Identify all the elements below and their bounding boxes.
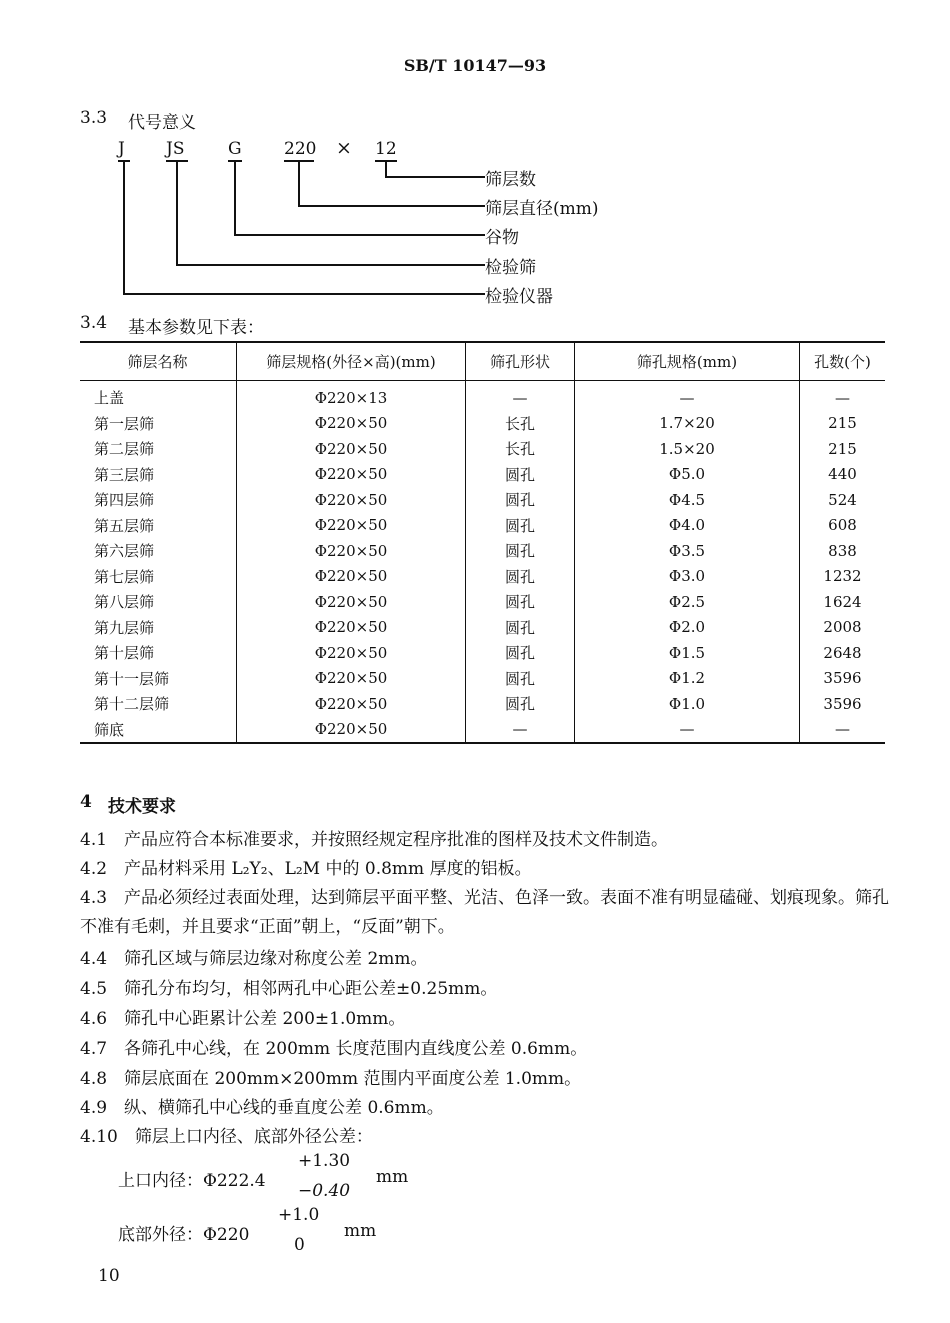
page-number: 10 [98, 1266, 120, 1286]
cell-layer-spec: Φ220×50 [237, 666, 466, 692]
cell-layer-name: 第十二层筛 [94, 695, 170, 714]
cell-hole-spec: Φ4.5 [575, 487, 800, 513]
cell-layer-spec: Φ220×50 [237, 615, 466, 641]
section-3-4-title: 基本参数见下表： [128, 318, 264, 338]
cell-hole-spec: 1.5×20 [575, 436, 800, 462]
code-part-instrument: J [118, 139, 125, 159]
cell-hole-count: 2008 [800, 615, 886, 641]
cell-layer-name: 筛底 [80, 717, 237, 744]
req-4-3: 4.3 产品必须经过表面处理，达到筛层平面平整、光洁、色泽一致。表面不准有明显磕碰、划痕现象。筛孔不准有毛刺，并且要求“正面”朝上，“反面”朝下。 [80, 888, 890, 937]
upper-plus-tolerance: +1.30 [298, 1151, 351, 1171]
parameter-table [80, 342, 885, 744]
cell-hole-spec: Φ1.5 [575, 640, 800, 666]
table-row [80, 666, 885, 692]
cell-layer-name: 第三层筛 [94, 465, 155, 484]
cell-hole-spec: Φ2.0 [575, 615, 800, 641]
cell-layer-name: 第二层筛 [94, 440, 155, 459]
cell-layer-name: 第五层筛 [94, 516, 155, 535]
table-row [80, 640, 885, 666]
cell-hole-count: 1624 [800, 589, 886, 615]
req-4-7: 4.7 各筛孔中心线，在 200mm 长度范围内直线度公差 0.6mm。 [80, 1039, 588, 1059]
cell-hole-shape: 圆孔 [466, 666, 575, 692]
label-grain: 谷物 [485, 228, 519, 248]
req-4-1: 4.1 产品应符合本标准要求，并按照经规定程序批准的图样及技术文件制造。 [80, 830, 669, 850]
cell-hole-shape: 圆孔 [466, 615, 575, 641]
section-3-3-title: 代号意义 [128, 113, 196, 133]
cell-hole-shape: 圆孔 [466, 538, 575, 564]
table-row [80, 589, 885, 615]
upper-inner-diameter-label: 上口内径：Φ222.4 [118, 1171, 266, 1191]
cell-hole-shape: 圆孔 [466, 487, 575, 513]
cell-hole-spec: Φ1.2 [575, 666, 800, 692]
cell-layer-spec: Φ220×50 [237, 513, 466, 539]
table-row [80, 564, 885, 590]
cell-hole-count: 838 [800, 538, 886, 564]
code-part-grain: G [228, 139, 242, 159]
cell-hole-spec: — [575, 381, 800, 411]
cell-layer-spec: Φ220×50 [237, 589, 466, 615]
cell-hole-shape: 圆孔 [466, 691, 575, 717]
cell-hole-shape: 圆孔 [466, 462, 575, 488]
cell-layer-spec: Φ220×50 [237, 538, 466, 564]
cell-layer-name: 第一层筛 [94, 414, 155, 433]
cell-layer-spec: Φ220×50 [237, 640, 466, 666]
cell-hole-count: 215 [800, 411, 886, 437]
section-3-3-number: 3.3 [80, 108, 108, 128]
section-4-title: 技术要求 [108, 797, 176, 817]
table-row [80, 691, 885, 717]
cell-layer-name: 第十一层筛 [94, 669, 170, 688]
cell-hole-shape: — [466, 381, 575, 411]
cell-hole-count: 2648 [800, 640, 886, 666]
req-4-4: 4.4 筛孔区域与筛层边缘对称度公差 2mm。 [80, 949, 428, 969]
cell-hole-spec: Φ3.0 [575, 564, 800, 590]
cell-layer-spec: Φ220×50 [237, 717, 466, 744]
table-row [80, 615, 885, 641]
code-times-sign: × [336, 137, 352, 159]
cell-layer-name: 第九层筛 [94, 618, 155, 637]
table-header-row [80, 342, 885, 381]
section-4-number: 4 [80, 792, 92, 812]
cell-hole-count: 440 [800, 462, 886, 488]
req-4-5: 4.5 筛孔分布均匀，相邻两孔中心距公差±0.25mm。 [80, 979, 498, 999]
cell-layer-name: 第八层筛 [94, 593, 155, 612]
cell-layer-name: 第七层筛 [94, 567, 155, 586]
cell-hole-spec: Φ2.5 [575, 589, 800, 615]
upper-unit: mm [376, 1167, 409, 1187]
table-row [80, 538, 885, 564]
code-part-diameter: 220 [284, 139, 317, 159]
cell-hole-shape: 圆孔 [466, 513, 575, 539]
col-header-layer-name: 筛层名称 [80, 342, 237, 381]
cell-hole-count: — [800, 381, 886, 411]
cell-layer-name: 第十层筛 [94, 644, 155, 663]
cell-hole-shape: 长孔 [466, 436, 575, 462]
section-3-4-number: 3.4 [80, 313, 108, 333]
code-part-layers: 12 [375, 139, 397, 159]
cell-layer-spec: Φ220×50 [237, 462, 466, 488]
label-layer-count: 筛层数 [485, 170, 536, 190]
standard-number: SB/T 10147—93 [403, 56, 547, 75]
cell-layer-name: 上盖 [94, 389, 125, 408]
cell-hole-count: 608 [800, 513, 886, 539]
cell-hole-count: 1232 [800, 564, 886, 590]
lower-plus-tolerance: +1.0 [278, 1205, 320, 1225]
col-header-hole-count: 孔数(个) [800, 342, 886, 381]
lower-minus-tolerance: 0 [294, 1235, 305, 1255]
cell-layer-name: 第六层筛 [94, 542, 155, 561]
upper-minus-tolerance: −0.40 [298, 1181, 351, 1201]
cell-hole-shape: — [466, 717, 575, 744]
cell-layer-name: 第四层筛 [94, 491, 155, 510]
table-row [80, 513, 885, 539]
cell-hole-spec: Φ3.5 [575, 538, 800, 564]
lower-outer-diameter-label: 底部外径：Φ220 [118, 1225, 250, 1245]
cell-hole-spec: Φ4.0 [575, 513, 800, 539]
table-row [80, 487, 885, 513]
req-4-8: 4.8 筛层底面在 200mm×200mm 范围内平面度公差 1.0mm。 [80, 1069, 582, 1089]
col-header-hole-shape: 筛孔形状 [466, 342, 575, 381]
req-4-10: 4.10 筛层上口内径、底部外径公差： [80, 1127, 373, 1147]
cell-layer-spec: Φ220×13 [237, 381, 466, 411]
cell-hole-shape: 圆孔 [466, 640, 575, 666]
cell-hole-spec: — [575, 717, 800, 744]
req-4-2: 4.2 产品材料采用 L₂Y₂、L₂M 中的 0.8mm 厚度的铝板。 [80, 859, 532, 879]
req-4-9: 4.9 纵、横筛孔中心线的垂直度公差 0.6mm。 [80, 1098, 444, 1118]
cell-layer-spec: Φ220×50 [237, 564, 466, 590]
label-test-sieve: 检验筛 [485, 258, 536, 278]
lower-unit: mm [344, 1221, 377, 1241]
cell-hole-spec: Φ1.0 [575, 691, 800, 717]
cell-layer-spec: Φ220×50 [237, 487, 466, 513]
label-test-instrument: 检验仪器 [485, 287, 553, 307]
col-header-hole-spec: 筛孔规格(mm) [575, 342, 800, 381]
cell-hole-shape: 圆孔 [466, 589, 575, 615]
cell-hole-spec: 1.7×20 [575, 411, 800, 437]
cell-hole-shape: 圆孔 [466, 564, 575, 590]
cell-hole-count: 524 [800, 487, 886, 513]
table-row [80, 411, 885, 437]
table-row [80, 462, 885, 488]
table-row [80, 381, 885, 411]
cell-hole-count: 3596 [800, 691, 886, 717]
cell-hole-count: 3596 [800, 666, 886, 692]
table-row [80, 717, 885, 744]
table-row [80, 436, 885, 462]
col-header-layer-spec: 筛层规格(外径×高)(mm) [237, 342, 466, 381]
cell-hole-shape: 长孔 [466, 411, 575, 437]
cell-layer-spec: Φ220×50 [237, 436, 466, 462]
code-part-sieve: JS [166, 139, 185, 159]
cell-layer-spec: Φ220×50 [237, 411, 466, 437]
cell-layer-spec: Φ220×50 [237, 691, 466, 717]
label-layer-diameter: 筛层直径(mm) [485, 199, 599, 219]
req-4-6: 4.6 筛孔中心距累计公差 200±1.0mm。 [80, 1009, 406, 1029]
cell-hole-count: 215 [800, 436, 886, 462]
cell-hole-spec: Φ5.0 [575, 462, 800, 488]
cell-hole-count: — [800, 717, 886, 744]
